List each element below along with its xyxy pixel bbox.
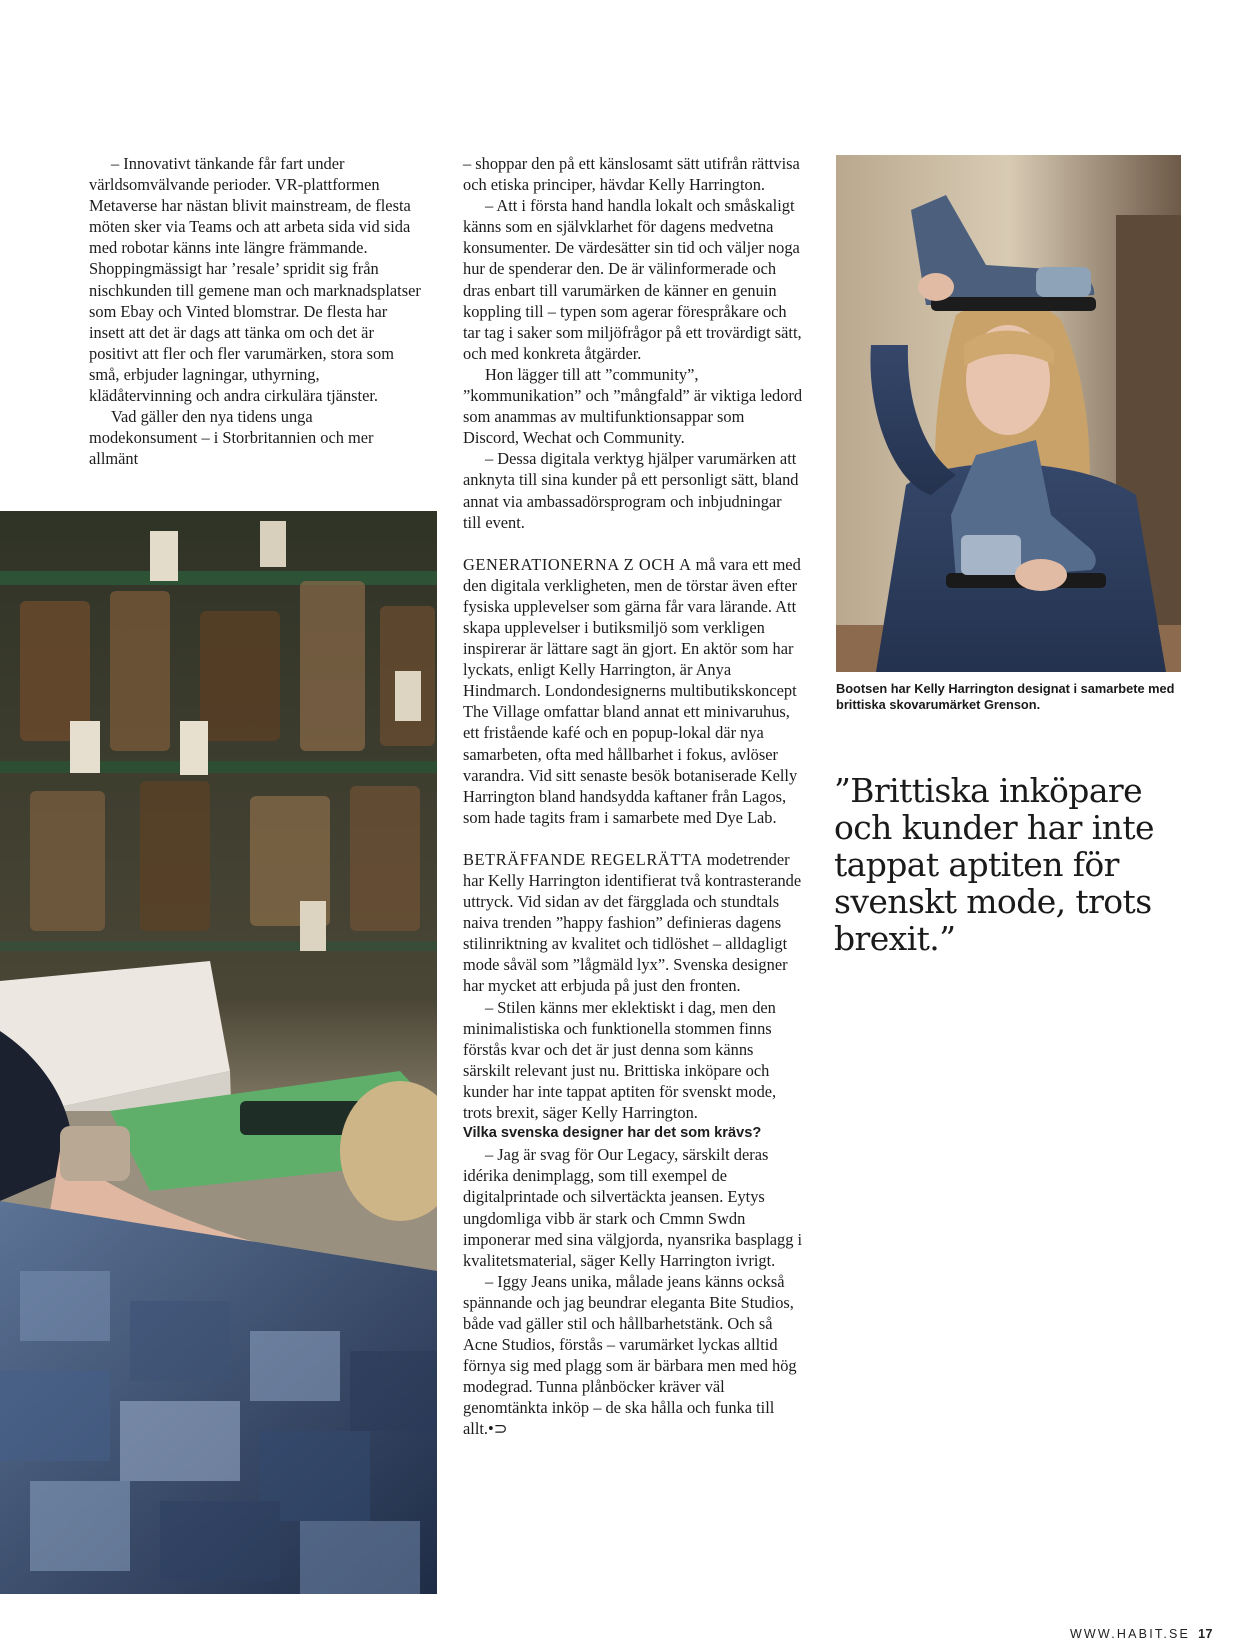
paragraph: – shoppar den på ett känslosamt sätt utifrån rättvisa och etiska principer, hävdar Kelly Harrington. (463, 154, 800, 195)
section-lead-in: GENERATIONERNA Z OCH A (463, 554, 692, 574)
kelly-harrington-boots-photo (836, 155, 1181, 672)
paragraph: – Innovativt tänkande får fart under världsomvälvande perioder. VR-plattformen Metaverse har nästan blivit mainstream, de flesta möten sker via Teams och att arbeta sida vid sida med robotar känns inte längre främmande. Shoppingmässigt har ’resale’ spridit sig från nischkunden till gemene man och marknadsplatser som Ebay och Vinted blomstrar. De flesta har insett att det är dags att tänka om och det är positivt att fler och fler varumärken, stora som små, erbjuder lagningar, uthyrning, klädåtervinning och andra cirkulära tjänster. (89, 154, 421, 406)
article-column-1 (89, 153, 422, 469)
section-lead-in: BETRÄFFANDE REGELRÄTTA (463, 849, 703, 869)
section-text: modetrender har Kelly Harrington identifierat två kontrasterande uttryck. Vid sidan av det färgglada och stundtals naiva trenden ”happy fashion” definieras dagens stilinriktning av kvalitet och tidlöshet – alldagligt mode såväl som ”lågmäld lyx”. Svenska designer har mycket att erbjuda på just den fronten. (463, 849, 802, 996)
photo-caption: Bootsen har Kelly Harrington designat i samarbete med brittiska skovarumärket Grenson. (836, 681, 1175, 712)
paragraph: Vad gäller den nya tidens unga modekonsument – i Storbritannien och mer allmänt (89, 407, 374, 469)
paragraph: – Dessa digitala verktyg hjälper varumärken att anknyta till sina kunder på ett personligt sätt, bland annat via ambassadörsprogram och inbjudningar till event. (463, 449, 799, 532)
paragraph: Hon lägger till att ”community”, ”kommunikation” och ”mångfald” är viktiga ledord som anammas av multifunktionsappar som Discord, Wechat och Community. (463, 364, 803, 448)
section-paragraph (463, 849, 803, 997)
paragraph: – Stilen känns mer eklektiskt i dag, men den minimalistiska och funktionella stommen finns förstås kvar och det är just denna som känns särskilt relevant just nu. Brittiska inköpare och kunder har inte tappat aptiten för svenskt mode, trots brexit, säger Kelly Harrington. (463, 997, 777, 1123)
paragraph (463, 1271, 803, 1440)
interview-question: Vilka svenska designer har det som krävs? (463, 1125, 762, 1142)
denim-workshop-photo (0, 511, 437, 1594)
section-text: må vara ett med den digitala verkligheten, men de törstar även efter fysiska upplevelser som gärna får vara lärande. Att skapa upplevelser i butiksmiljö som verkligen inspirerar är lättare sagt än gjort. En aktör som har lyckats, enligt Kelly Harrington, är Anya Hindmarch. Londondesignerns multibutikskoncept The Village omfattar bland annat ett minivaruhus, ett fristående kafé och en popup-lokal där nya samarbeten, ofta med hållbarhet i fokus, avlöser varandra. Vid sitt senaste besök botaniserade Kelly Harrington bland handsydda kaftaner från Lagos, som hade tagits fram i samarbete med Dye Lab. (463, 554, 801, 827)
page-number: 17 (1198, 1627, 1213, 1641)
paragraph: – Jag är svag för Our Legacy, särskilt deras idérika denimplagg, som till exempel de digitalprintade och silvertäckta jeansen. Eytys ungdomliga vibb är stark och Cmmn Swdn imponerar med sina välgjorda, nyansrika basplagg i kvalitetsmaterial, säger Kelly Harrington ivrigt. (463, 1145, 803, 1270)
website-url: WWW.HABIT.SE (1069, 1627, 1191, 1641)
article-column-2 (463, 153, 803, 1440)
paragraph: – Att i första hand handla lokalt och småskaligt känns som en självklarhet för dagens medvetna konsumenter. De värdesätter sin tid och väljer noga hur de spenderar den. De är välinformerade och dras enbart till varumärken de känner en genuin koppling till – typen som agerar förespråkare och tar tag i saker som miljöfrågor på ett trovärdigt sätt, och med konkreta åtgärder. (463, 196, 802, 363)
end-mark: •⊃ (488, 1419, 508, 1439)
pull-quote: ”Brittiska inköpare och kunder har inte tappat aptiten för svenskt mode, trots brexit.” (834, 771, 1154, 958)
paragraph-text: – Iggy Jeans unika, målade jeans känns också spännande och jag beundrar eleganta Bite Studios, både vad gäller stil och hållbarhetstänk. Och så Acne Studios, förstås – varumärket lyckas alltid förnya sig med plagg som är bärbara men med hög modegrad. Tunna plånböcker kräver väl genomtänkta inköp – de ska hålla och funka till allt. (463, 1271, 797, 1439)
page-footer (1070, 1627, 1213, 1641)
section-paragraph (463, 554, 803, 828)
